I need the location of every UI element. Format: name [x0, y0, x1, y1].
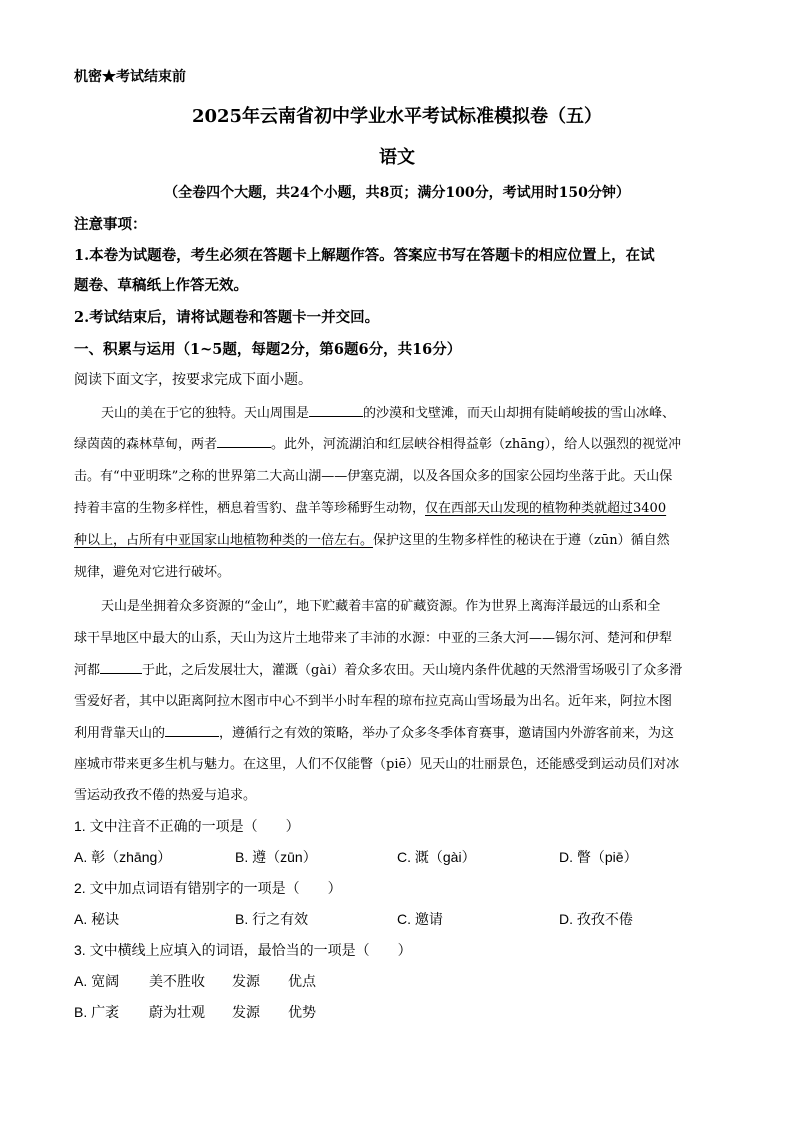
note-item-2: 2.考试结束后，请将试题卷和答题卡一并交回。: [74, 309, 380, 326]
fill-blank-2: [217, 434, 271, 448]
notes-heading: 注意事项：: [74, 216, 147, 233]
q1-option-d[interactable]: D. 瞥（piē）: [559, 849, 638, 865]
q2-option-a[interactable]: A. 秘诀: [74, 911, 120, 927]
question-3-stem: 3. 文中横线上应填入的词语，最恰当的一项是（ ）: [74, 942, 412, 958]
q1-option-c[interactable]: C. 溉（gài）: [397, 849, 476, 865]
reading-instruction: 阅读下面文字，按要求完成下面小题。: [74, 371, 312, 387]
passage-p2-line-3: 河都 于此，之后发展壮大，灌溉（gài）着众多农田。天山境内条件优越的天然滑雪场吸引了众多滑: [74, 659, 682, 678]
passage-p2-line-6: 座城市带来更多生机与魅力。在这里，人们不仅能瞥（piē）见天山的壮丽景色，还能感受到运动员们对冰: [74, 757, 680, 772]
question-1-stem: 1. 文中注音不正确的一项是（ ）: [74, 818, 300, 834]
passage-p2-line-7: 雪运动孜孜不倦的热爱与追求。: [74, 788, 257, 803]
passage-p1-line-6: 规律，避免对它进行破坏。: [74, 565, 231, 580]
question-2-stem: 2. 文中加点词语有错别字的一项是（ ）: [74, 880, 342, 896]
q1-option-a[interactable]: A. 彰（zhāng）: [74, 849, 172, 865]
section-heading: 一、积累与运用（1~5题，每题2分，第6题6分，共16分）: [74, 341, 462, 358]
underlined-sentence-cont: 种以上，占所有中亚国家山地植物种类的一倍左右。: [74, 533, 374, 548]
passage-p1-line-4: 持着丰富的生物多样性，栖息着雪豹、盘羊等珍稀野生动物，仅在西部天山发现的植物种类就超过3400: [74, 501, 667, 516]
exam-title: 2025年云南省初中学业水平考试标准模拟卷（五）: [191, 106, 603, 127]
q2-option-b[interactable]: B. 行之有效: [235, 911, 309, 927]
passage-p1-line-5: 种以上，占所有中亚国家山地植物种类的一倍左右。保护这里的生物多样性的秘诀在于遵（zūn）循自然: [74, 533, 670, 548]
note-item-1-line-1: 1.本卷为试题卷，考生必须在答题卡上解题作答。答案应书写在答题卡的相应位置上，在试: [74, 247, 655, 264]
fill-blank-3: [100, 660, 142, 674]
passage-p1-line-2: 绿茵茵的森林草甸，两者 。此外，河流湖泊和红层峡谷相得益彰（zhāng），给人以强烈的视觉冲: [74, 433, 681, 452]
fill-blank-4: [165, 723, 219, 737]
passage-p2-line-5: 利用背靠天山的 ，遵循行之有效的策略，举办了众多冬季体育赛事，邀请国内外游客前来，为这: [74, 722, 674, 741]
note-item-1-line-2: 题卷、草稿纸上作答无效。: [74, 277, 248, 294]
passage-p2-line-4: 雪爱好者，其中以距离阿拉木图市中心不到半小时车程的琼布拉克高山雪场最为出名。近年来，阿拉木图: [74, 694, 673, 709]
q1-option-b[interactable]: B. 遵（zūn）: [235, 849, 317, 865]
q2-option-c[interactable]: C. 邀请: [397, 911, 443, 927]
exam-info: （全卷四个大题，共24个小题，共8页；满分100分，考试用时150分钟）: [164, 185, 630, 201]
passage-p1-line-1: 天山的美在于它的独特。天山周围是 的沙漠和戈壁滩，而天山却拥有陡峭峻拔的雪山冰峰、: [101, 402, 675, 421]
subject-title: 语文: [379, 147, 415, 168]
confidential-label: 机密★考试结束前: [74, 69, 186, 85]
passage-p1-line-3: 击。有“中亚明珠”之称的世界第二大高山湖——伊塞克湖，以及各国众多的国家公园均坐落于此。天山保: [74, 469, 673, 484]
exam-page: 机密★考试结束前 2025年云南省初中学业水平考试标准模拟卷（五） 语文 （全卷四个大题，共24个小题，共8页；满分100分，考试用时150分钟） 注意事项： 1.本卷为试题卷，考生必须在答题卡上解题作答。答案应书写在答题卡的相应位置上，在试 题卷、草稿纸上作答无效。 2.考试结束后，请将试题卷和答题卡一并交回。 一、积累与运用（1~5题，每题2分，第6题6分，共16分） 阅读下面文字，按要求完成下面小题。 天山的美在于它的独特。天山周围是 的沙漠和戈壁滩，而天山却拥有陡峭峻拔的雪山冰峰、 绿茵茵的森林草甸，两者 。此外，河流湖泊和红层峡谷相得益彰（zhāng），给人以强烈的视觉冲 击。有“中亚明珠”之称的世界第二大高山湖——伊塞克湖，以及各国众多的国家公园均坐落于此。天山保 持着丰富的生物多样性，栖息着雪豹、盘羊等珍稀野生动物，仅在西部天山发现的植物种类就超过3400 种以上，占所有中亚国家山地植物种类的一倍左右。保护这里的生物多样性的秘诀在于遵（zūn）循自然 规律，避免对它进行破坏。 天山是坐拥着众多资源的“金山”，地下贮藏着丰富的矿藏资源。作为世界上离海洋最远的山系和全 球干旱地区中最大的山系，天山为这片土地带来了丰沛的水源：中亚的三条大河——锡尔河、楚河和伊犁 河都 于此，之后发展壮大，灌溉（gài）着众多农田。天山境内条件优越的天然滑雪场吸引了众多滑 雪爱好者，其中以距离阿拉木图市中心不到半小时车程的琼布拉克高山雪场最为出名。近年来，阿拉木图 利用背靠天山的 ，遵循行之有效的策略，举办了众多冬季体育赛事，邀请国内外游客前来，为这 座城市带来更多生机与魅力。在这里，人们不仅能瞥（piē）见天山的壮丽景色，还能感受到运动员们对冰 雪运动孜孜不倦的热爱与追求。 1. 文中注音不正确的一项是（ ） A. 彰（zhāng） B. 遵（zūn） C. 溉（gài） D. 瞥（piē） 2. 文中加点词语有错别字的一项是（ ） A. 秘诀 B. 行之有效 C. 邀请 D. 孜孜不倦 3. 文中横线上应填入的词语，最恰当的一项是（ ） A. 宽阔 美不胜收 发源 优点 B. 广袤 蔚为壮观 发源 优势: [0, 0, 794, 1123]
fill-blank-1: [309, 403, 363, 417]
passage-p2-line-2: 球干旱地区中最大的山系，天山为这片土地带来了丰沛的水源：中亚的三条大河——锡尔河、楚河和伊犁: [74, 631, 673, 646]
passage-p2-line-1: 天山是坐拥着众多资源的“金山”，地下贮藏着丰富的矿藏资源。作为世界上离海洋最远的山系和全: [101, 599, 661, 614]
underlined-sentence: 仅在西部天山发现的植物种类就超过3400: [425, 501, 667, 516]
q2-option-d[interactable]: D. 孜孜不倦: [559, 911, 633, 927]
